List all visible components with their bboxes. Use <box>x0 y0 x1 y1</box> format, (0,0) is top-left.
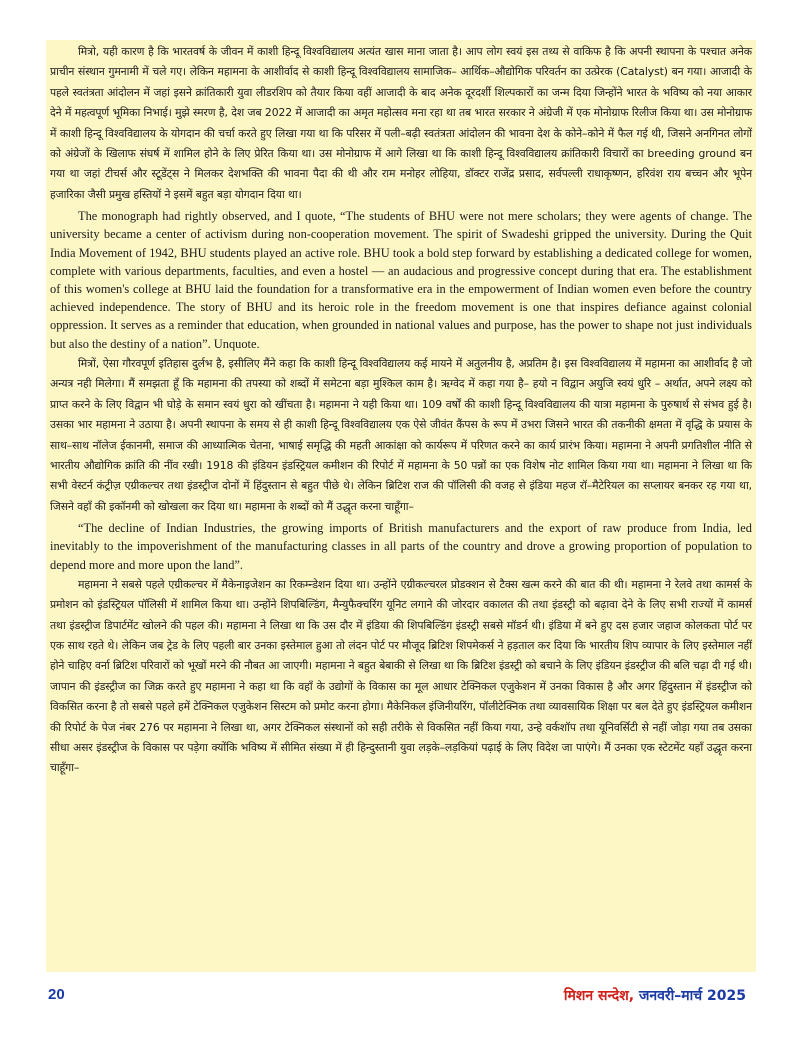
paragraph-2-quote: The monograph had rightly observed, and I quote, “The students of BHU were not mere scholars; they were agents of change. The university became a center of activism during non-cooperation movement. The spirit of Swadeshi gripped the university. During the Quit India Movement of 1942, BHU students played an active role. BHU took a bold step forward by establishing a dedicated college for women, complete with various departments, faculties, and even a hostel — an audacious and progressive concept during that era. The establishment of this women's college at BHU laid the foundation for a transformative era in the empowerment of Indian women even before the country achieved independence. The story of BHU and its heroic role in the freedom movement is one that inspires defiance against colonial oppression. It serves as a reminder that education, when grounded in national values and purpose, has the power to shape not just individuals but also the destiny of a nation”. Unquote. <box>50 209 752 351</box>
paragraph-5: महामना ने सबसे पहले एग्रीकल्चर में मैकेनाइजेशन का रिकम्न्डेशन दिया था। उन्होंने एग्रीकल्चरल प्रोडक्शन से टैक्स खत्म करने की बात की थी। महामना ने रेलवे तथा कामर्स के प्रमोशन को इंडस्ट्रियल पॉलिसी में शामिल किया था। उन्होंने शिपबिल्डिंग, मैन्युफैक्चरिंग यूनिट लगाने की जोरदार वकालत की तथा इंडस्ट्री को बढ़ावा देने के लिए सभी राज्यों में कामर्स तथा इंडस्ट्रीज डिपार्टमेंट खोलने की पहल की। महामना ने लिखा था कि उस दौर में इंडिया की शिपबिल्डिंग इंडस्ट्री सबसे मॉडर्न थी। इंडिया में बने हुए दस हजार जहाज कोलकता पोर्ट पर एक साथ रहते थे। लेकिन जब ट्रेड के लिए पहली बार उनका इस्तेमाल हुआ तो लंदन पोर्ट पर मौजूद ब्रिटिश शिपमेकर्स ने हड़ताल कर दिया कि भारतीय शिप व्यापार के लिए इस्तेमाल नहीं होने चाहिए वर्ना ब्रिटिश परिवारों को भूखों मरने की नौबत आ जाएगी। महामना ने बहुत बेबाकी से लिखा था कि ब्रिटिश इंडस्ट्री को बचाने के लिए इंडियन इंडस्ट्रीज की बलि चढ़ा दी गई थी। जापान की इंडस्ट्रीज का जिक्र करते हुए महामना ने कहा था कि वहाँ के उद्योगों के विकास का मूल आधार टेक्निकल एजुकेशन में उनका विकास है और अगर हिंदुस्तान में इंडस्ट्रीज को विकसित करना है तो सबसे पहले हमें टेक्निकल एजुकेशन सिस्टम को प्रमोट करना होगा। मैकेनिकल इंजिनीयरिंग, पॉलीटेक्निक तथा व्यावसायिक शिक्षा पर बल देते हुए इंडस्ट्रियल कमीशन की रिपोर्ट के पेज नंबर 276 पर महामना ने लिखा था, अगर टेक्निकल संस्थानों को सही तरीके से विकसित नहीं किया गया, उन्हे वर्कशॉप तथा यूनिवर्सिटी से नहीं जोड़ा गया तब उसका सीधा असर इंडस्ट्रीज के विकास पर पड़ेगा क्योंकि भविष्य में सीमित संख्या में ही हिन्दुस्तानी युवा लड़के–लड़कियां पढ़ाई के लिए विदेश जा पाएंगे। मैं उनका एक स्टेटमेंट यहाँ उद्धृत करना चाहूँगा– <box>50 577 752 775</box>
paragraph-4-quote: “The decline of Indian Industries, the growing imports of British manufacturers and the export of raw produce from India, led inevitably to the impoverishment of the manufacturing classes in all parts of the country and drove a growing proportion of population to depend more and more upon the land”. <box>50 521 752 572</box>
publication-info <box>564 986 746 1005</box>
page-footer <box>46 980 756 1010</box>
paragraph-1: मित्रो, यही कारण है कि भारतवर्ष के जीवन में काशी हिन्दू विश्वविद्यालय अत्यंत खास माना जाता है। आप लोग स्वयं इस तथ्य से वाकिफ है कि अपनी स्थापना के पश्चात अनेक प्राचीन संस्थान गुमनामी में चले गए। लेकिन महामना के आशीर्वाद से काशी हिन्दू विश्वविद्यालय सामाजिक– आर्थिक–औद्योगिक परिवर्तन का उत्प्रेरक (Catalyst) बन गया। आजादी के पहले स्वतंत्रता आंदोलन में जहां इसने क्रांतिकारी युवा लीडरशिप को तैयार किया वहीं आजादी के बाद अनेक दूरदर्शी शिल्पकारों का जन्म दिया जिन्होंने भारत के भविष्य को नया आकार देने में महत्वपूर्ण भूमिका निभाई। मुझे स्मरण है, देश जब 2022 में आजादी का अमृत महोत्सव मना रहा था तब भारत सरकार ने अंग्रेजी में एक मोनोग्राफ रिलीज किया था। उस मोनोग्राफ में काशी हिन्दू विश्वविद्यालय के योगदान की चर्चा करते हुए लिखा गया था कि परिसर में पली–बढ़ी स्वतंत्रता आंदोलन की भावना देश के कोने–कोने में फैल गई थी, जिसने अनगिनत लोगों को अंग्रेजों के खिलाफ संघर्ष में शामिल होने के लिए प्रेरित किया था। उस मोनोग्राफ में आगे लिखा था कि काशी हिन्दू विश्वविद्यालय क्रांतिकारी विचारों का breeding ground बन गया था जहां टीचर्स और स्टूडेंट्स ने मिलकर देशभक्ति की भावना पैदा की थी और राम मनोहर लोहिया, डॉक्टर राजेंद्र प्रसाद, सर्वपल्ली राधाकृष्णन, हरिवंश राय बच्चन और भूपेन हजारिका जैसी प्रमुख हस्तियों ने इसमें बहुत बड़ा योगदान दिया था। <box>50 45 752 201</box>
page-number: 20 <box>48 986 65 1003</box>
paragraph-3: मित्रों, ऐसा गौरवपूर्ण इतिहास दुर्लभ है, इसीलिए मैंने कहा कि काशी हिन्दू विश्वविद्यालय कई मायने में अतुलनीय है, अप्रतिम है। इस विश्वविद्यालय में महामना का आशीर्वाद है जो अन्यत्र नही मिलेगा। मैं समझता हूँ कि महामना की तपस्या को शब्दों में समेटना बड़ा मुश्किल काम है। ऋग्वेद में कहा गया है– हयो न विद्वान अयुजि स्वयं धुरि – अर्थात, अपने लक्ष्य को प्राप्त करने के लिए विद्वान भी घोड़े के समान स्वयं धुरा को खींचता है। महामना ने यही किया था। 109 वर्षों की काशी हिन्दू विश्वविद्यालय की यात्रा महामना के पुरुषार्थ से संभव हुई है। उसका भार महामना ने उठाया है। अपनी स्थापना के समय से ही काशी हिन्दू विश्वविद्यालय एक ऐसे जीवंत कैंपस के रूप में उभरा जिसने भारत की तकनीकी क्षमता में वृद्धि के प्रयास के साथ–साथ नॉलेज ईकानमी, समाज की आध्यात्मिक चेतना, भाषाई समृद्धि की महती आकांक्षा को कार्यरूप में परिणत करने का कार्य प्रारंभ किया। महामना ने अपनी प्रगतिशील नीति से भारतीय औद्योगिक क्रांति की नींव रखी। 1918 की इंडियन इंडस्ट्रियल कमीशन की रिपोर्ट में महामना के 50 पन्नों का एक विशेष नोट शामिल किया गया था। महामना ने लिखा था कि सभी वेस्टर्न कंट्रीज़ एग्रीकल्चर तथा इंडस्ट्रीज दोनों में हिंदुस्तान से बहुत पीछे थे। लेकिन ब्रिटिश राज की पॉलिसी की वजह से इंडिया महज रॉ–मैटेरियल का सप्लायर बनकर रह गया था, जिसने वहाँ की इकॉनमी को खोखला कर दिया था। महामना के शब्दों को मैं उद्धृत करना चाहूँगा– <box>50 356 752 513</box>
publication-name: मिशन सन्देश <box>563 988 629 1004</box>
publication-separator: , <box>628 988 635 1004</box>
publication-date: जनवरी–मार्च 2025 <box>638 988 746 1004</box>
article-body <box>46 40 756 972</box>
